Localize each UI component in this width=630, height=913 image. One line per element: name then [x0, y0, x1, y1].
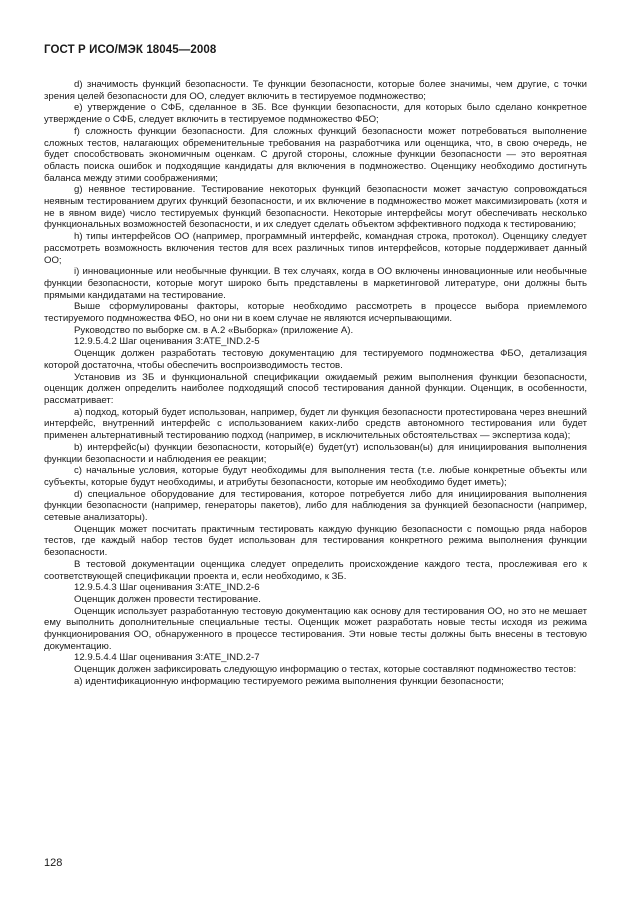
paragraph: Установив из ЗБ и функциональной спецификации ожидаемый режим выполнения функции безопасности, оценщик должен определить наиболее подходящий способ тестирования данной функции. Оценщик, в особенности, рассматривает:	[44, 371, 587, 406]
paragraph: Оценщик может посчитать практичным тестировать каждую функцию безопасности с помощью ряда наборов тестов, где каждый набор тестов будет использован для тестирования конкретного режима выполнения функции безопасности.	[44, 523, 587, 559]
paragraph: В тестовой документации оценщика следует определить происхождение каждого теста, прослеживая его к соответствующей спецификации проекта и, если необходимо, к ЗБ.	[44, 558, 587, 582]
paragraph: Оценщик использует разработанную тестовую документацию как основу для тестирования ОО, но это не мешает ему выполнить дополнительные специальные тесты. Оценщик может разработать новые тесты исходя из режима функционирования ОО, обнаруженного в процессе тестирования. Эти новые тесты должны быть внесены в тестовую документацию.	[44, 605, 587, 652]
page-number: 128	[44, 857, 63, 869]
paragraph: Выше сформулированы факторы, которые необходимо рассмотреть в процессе выбора приемлемого тестируемого подмножества ФБО, но они ни в коем случае не являются исчерпывающими.	[44, 301, 587, 325]
paragraph: d) значимость функций безопасности. Те функции безопасности, которые более значимы, чем другие, с точки зрения целей безопасности для ОО, следует включить в тестируемое подмножество;	[44, 79, 587, 102]
paragraph: g) неявное тестирование. Тестирование некоторых функций безопасности может зачастую сопровождаться неявным тестированием других функций безопасности, и их включение в подмножество может максимизировать (хотя и не в явном виде) число тестируемых функций безопасности. Некоторые интерфейсы могут обеспечивать несколько функциональных возможностей безопасности, и их следует сделать объектом эффективного подхода к тестированию;	[44, 184, 587, 231]
paragraph: h) типы интерфейсов ОО (например, программный интерфейс, командная строка, протокол). Оценщику следует рассмотреть возможность включения тестов для всех различных типов интерфейсов, которые поддерживает данный ОО;	[44, 231, 587, 266]
paragraph: Оценщик должен зафиксировать следующую информацию о тестах, которые составляют подмножество тестов:	[74, 664, 577, 676]
paragraph: a) идентификационную информацию тестируемого режима выполнения функции безопасности;	[74, 675, 504, 687]
paragraph: Руководство по выборке см. в А.2 «Выборка» (приложение А).	[74, 324, 354, 336]
paragraph: d) специальное оборудование для тестирования, которое потребуется либо для инициирования выполнения функции безопасности (например, генераторы пакетов), либо для наблюдения за функцией безопасности (например, сетевые анализаторы).	[44, 488, 587, 524]
section-heading: 12.9.5.4.3 Шаг оценивания 3:ATE_IND.2-6	[74, 582, 260, 594]
paragraph: Оценщик должен провести тестирование.	[74, 593, 261, 605]
paragraph: е) утверждение о СФБ, сделанное в ЗБ. Все функции безопасности, для которых было сделано конкретное утверждение о СФБ, следует включить в тестируемое подмножество ФБО;	[44, 102, 587, 126]
paragraph: c) начальные условия, которые будут необходимы для выполнения теста (т.е. любые конкретные объекты или субъекты, которые будут необходимы, и атрибуты безопасности, которые им необходимо будет иметь);	[44, 465, 587, 488]
body-text	[44, 79, 587, 688]
paragraph: Оценщик должен разработать тестовую документацию для тестируемого подмножества ФБО, детализация которой достаточна, чтобы обеспечить воспроизводимость тестов.	[44, 348, 587, 371]
paragraph: b) интерфейс(ы) функции безопасности, который(е) будет(ут) использован(ы) для инициирования выполнения функции безопасности и наблюдения ее реакции;	[44, 441, 587, 465]
section-heading: 12.9.5.4.2 Шаг оценивания 3:ATE_IND.2-5	[74, 336, 260, 348]
paragraph: f) сложность функции безопасности. Для сложных функций безопасности может потребоваться выполнение сложных тестов, налагающих обременительные требования на разработчика или оценщика, что, в свою очередь, не будет способствовать экономичным оценкам. С другой стороны, сложные функции безопасности — это вероятная область поиска ошибок и подходящие кандидаты для включения в подмножество. Оценщику необходимо достигнуть баланса между этими соображениями;	[44, 125, 587, 184]
paragraph: a) подход, который будет использован, например, будет ли функция безопасности протестирована через внешний интерфейс, внутренний интерфейс с использованием каких-либо средств автономного тестирования или будет применен альтернативный тестированию подход (например, в исключительных обстоятельствах — экспертиза кода);	[44, 406, 587, 442]
document-header: ГОСТ Р ИСО/МЭК 18045—2008	[44, 44, 217, 56]
paragraph: i) инновационные или необычные функции. В тех случаях, когда в ОО включены инновационные или необычные функции безопасности, которые могут широко быть представлены в маркетинговой литературе, они должны быть прямыми кандидатами на тестирование.	[44, 266, 587, 301]
section-heading: 12.9.5.4.4 Шаг оценивания 3:ATE_IND.2-7	[74, 652, 260, 664]
